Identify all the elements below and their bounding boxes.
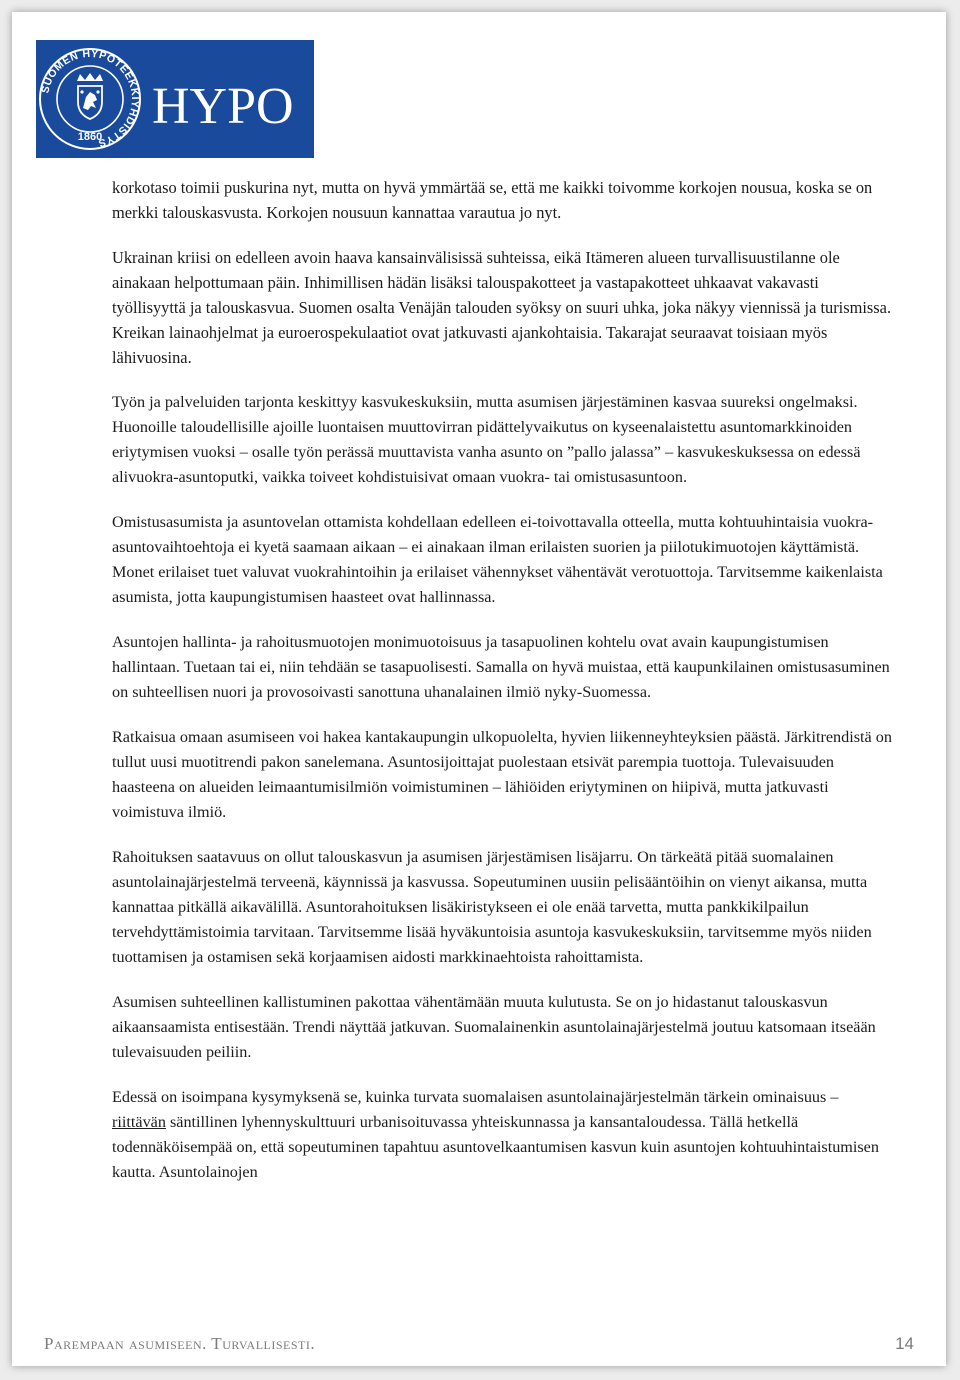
paragraph: Ukrainan kriisi on edelleen avoin haava kansainvälisissä suhteissa, eikä Itämeren alueen turvallisuustilanne ole ainakaan helpottumaan päin. Inhimillisen hädän lisäksi talouspakotteet ja vastapakotteet uhkaavat vakavasti työllisyyttä ja talouskasvua. Suomen osalta Venäjän talouden syöksy on suuri uhka, joka näkyy viennissä ja turismissa. Kreikan lainaohjelmat ja euroerospekulaatiot ovat jatkuvasti ajankohtaisia. Takarajat seuraavat toisiaan myös lähivuosina. <box>112 248 892 367</box>
paragraph: Omistusasumista ja asuntovelan ottamista kohdellaan edelleen ei-toivottavalla otteella, mutta kohtuuhintaisia vuokra-asuntovaihtoehtoja ei kyetä saamaan aikaan – ei ainakaan ilman erilaisten suorien ja piilotukimuotojen käyttämistä. Monet erilaiset tuet valuvat vuokrahintoihin ja erilaiset vähennykset vähentävät verotuottoja. Tarvitsemme kaikenlaista asumista, jotta kaupungistumisen haasteet ovat hallinnassa. <box>112 513 883 606</box>
logo-year: 1860 <box>77 131 103 143</box>
paragraph: Asuntojen hallinta- ja rahoitusmuotojen monimuotoisuus ja tasapuolinen kohtelu ovat avain kaupungistumisen hallintaan. Tuetaan tai ei, niin tehdään se tasapuolisesti. Samalla on hyvä muistaa, että kaupunkilainen omistusasuminen on suhteellisen nuori ja provosoivasti sanottuna uhanalainen ilmiö nyky-Suomessa. <box>112 633 890 701</box>
document-page <box>12 12 946 1366</box>
logo-wordmark: HYPO <box>152 78 294 135</box>
underlined-word: riittävän <box>112 1113 166 1131</box>
hypo-logo <box>36 40 314 158</box>
paragraph: Ratkaisua omaan asumiseen voi hakea kantakaupungin ulkopuolelta, hyvien liikenneyhteyksien päästä. Järkitrendistä on tullut uusi muotitrendi pakon sanelemana. Asuntosijoittajat puolestaan etsivät parempia tuottoja. Tulevaisuuden haasteena on alueiden leimaantumisilmiön voimistuminen – lähiöiden eriytyminen on hiipivä, mutta jatkuvasti voimistuva ilmiö. <box>112 728 892 821</box>
page-number: 14 <box>895 1334 914 1353</box>
paragraph-last <box>112 1085 892 1185</box>
paragraph: korkotaso toimii puskurina nyt, mutta on hyvä ymmärtää se, että me kaikki toivomme korkojen nousua, koska se on merkki talouskasvusta. Korkojen nousuun kannattaa varautua jo nyt. <box>112 178 873 222</box>
paragraph-text: Edessä on isoimpana kysymyksenä se, kuinka turvata suomalaisen asuntolainajärjestelmän tärkein ominaisuus – <box>112 1088 839 1106</box>
paragraph: Rahoituksen saatavuus on ollut talouskasvun ja asumisen järjestämisen lisäjarru. On tärkeätä pitää suomalainen asuntolainajärjestelmä terveenä, käynnissä ja kasvussa. Sopeutuminen uusiin pelisääntöihin on vienyt aikansa, mutta kannattaa pitkällä aikavälillä. Asuntorahoituksen lisäkiristykseen ei ole enää tarvetta, mutta pankkikilpailun tervehdyttämistoimia tarvitaan. Tarvitsemme lisää hyväkuntoisia asuntoja kasvukeskuksiin, tarvitsemme myös niiden tuottamisen ja ostamisen sekä korjaamisen aidosti markkinaehtoista rahoittamista. <box>112 848 872 966</box>
paragraph: Työn ja palveluiden tarjonta keskittyy kasvukeskuksiin, mutta asumisen järjestäminen kasvaa suureksi ongelmaksi. Huonoille taloudellisille ajoille luontaisen muuttovirran pidättelyvaikutus on kyseenalaistettu asuntomarkkinoiden eriytymisen vuoksi – osalle työn perässä muuttavista vanha asunto on ”pallo jalassa” – kasvukeskuksessa on edessä alivuokra-asuntoputki, vaikka toiveet kohdistuisivat omaan vuokra- tai omistusasuntoon. <box>112 393 861 486</box>
footer-title: Parempaan asumiseen. Turvallisesti. <box>44 1334 316 1353</box>
paragraph-text: säntillinen lyhennyskulttuuri urbanisoituvassa yhteiskunnassa ja kansantaloudessa. Tällä hetkellä todennäköisempää on, että sopeutuminen tapahtuu asuntovelkaantumisen kasvun kuin asuntojen kohtuuhintaistumisen kautta. Asuntolainojen <box>112 1113 879 1181</box>
article-body <box>112 175 892 1205</box>
logo-ring-text: SUOMEN HYPOTEEKKIYHDISTYS <box>39 47 142 150</box>
paragraph: Asumisen suhteellinen kallistuminen pakottaa vähentämään muuta kulutusta. Se on jo hidastanut talouskasvun aikaansaamista entisestään. Trendi näyttää jatkuvan. Suomalainenkin asuntolainajärjestelmä joutuu katsomaan itseään tulevaisuuden peiliin. <box>112 993 876 1061</box>
page-footer <box>44 1334 914 1360</box>
